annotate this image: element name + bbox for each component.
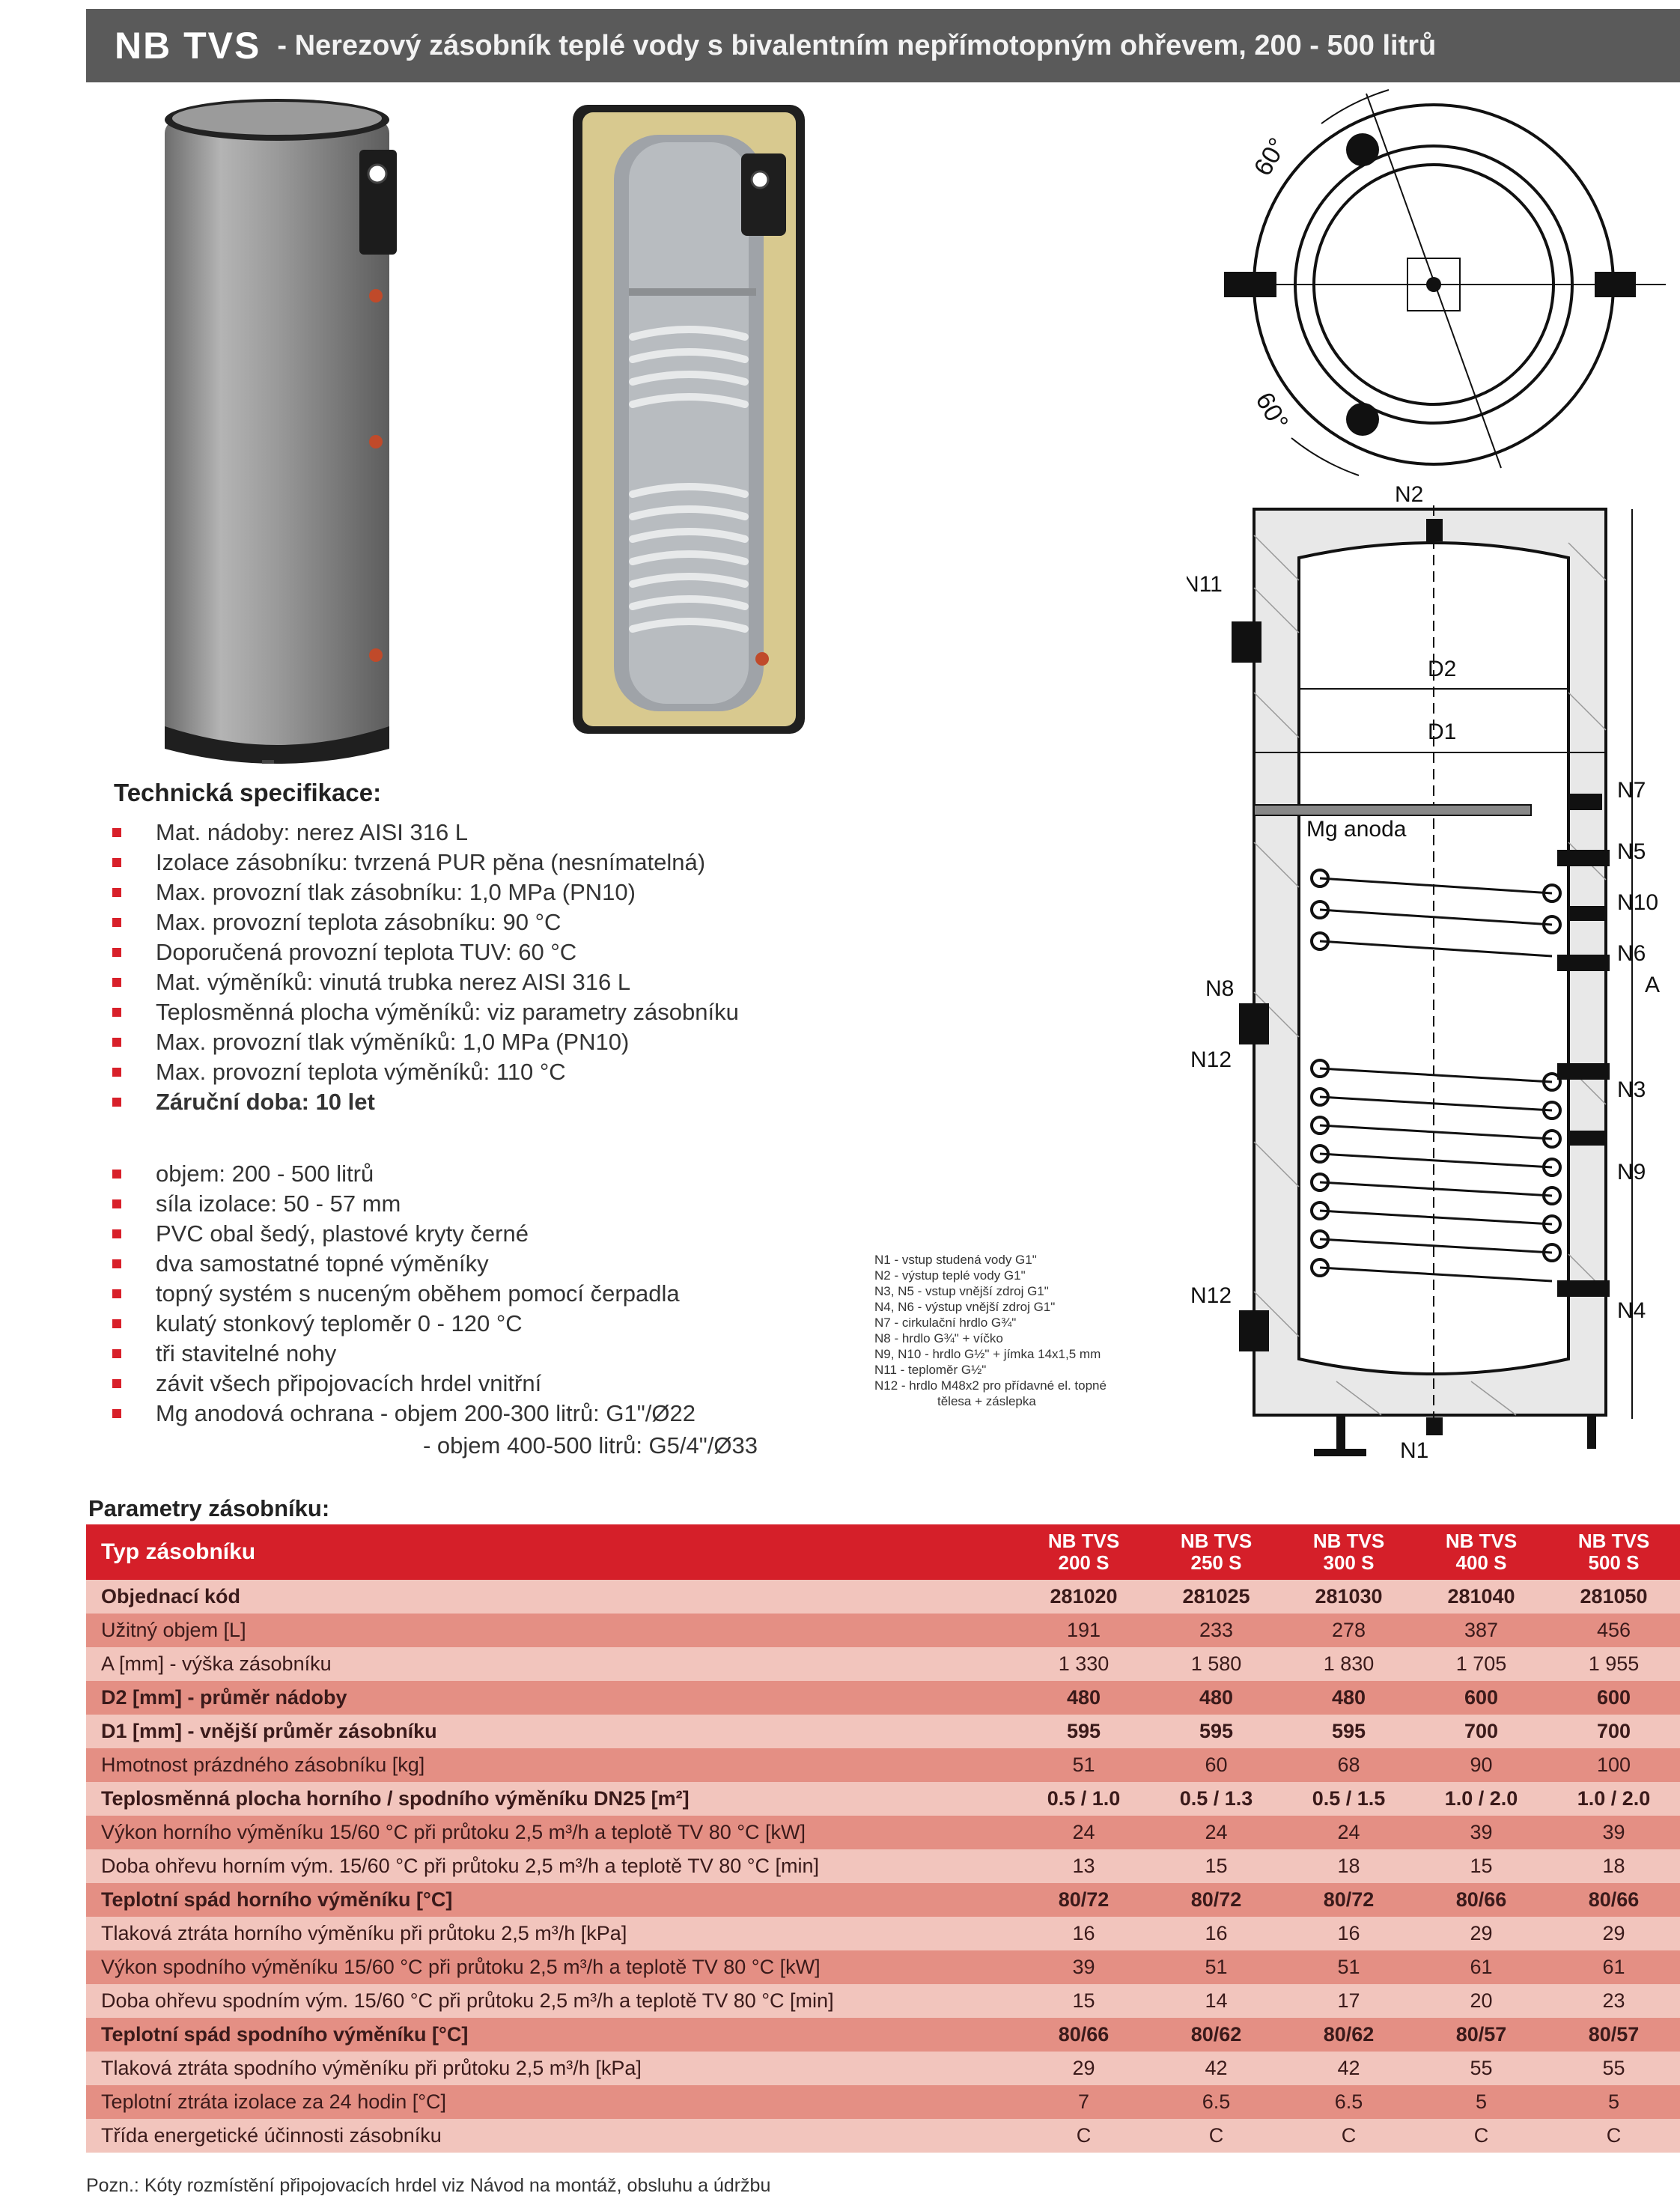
table-row	[86, 1681, 1680, 1715]
table-cell: 191	[1017, 1614, 1150, 1647]
angle-top-label: 60°	[1248, 133, 1293, 181]
row-label: Teplotní spád spodního výměníku [°C]	[86, 2018, 1017, 2052]
table-cell: 39	[1547, 1816, 1680, 1849]
params-body	[86, 1580, 1680, 2153]
row-label: D2 [mm] - průměr nádoby	[86, 1681, 1017, 1715]
table-cell: 90	[1415, 1748, 1547, 1782]
row-label: D1 [mm] - vnější průměr zásobníku	[86, 1715, 1017, 1748]
angle-bottom-label: 60°	[1250, 387, 1294, 436]
table-cell: 281025	[1150, 1580, 1282, 1614]
table-cell: 80/66	[1017, 2018, 1150, 2052]
table-cell: 39	[1415, 1816, 1547, 1849]
table-cell: 39	[1017, 1950, 1150, 1984]
row-label: Teplosměnná plocha horního / spodního výměníku DN25 [m²]	[86, 1782, 1017, 1816]
table-cell: 281040	[1415, 1580, 1547, 1614]
table-cell: 600	[1547, 1681, 1680, 1715]
product-subtitle: - Nerezový zásobník teplé vody s bivalentním nepřímotopným ohřevem, 200 - 500 litrů	[277, 29, 1437, 61]
legend-item: N8 - hrdlo G¾" + víčko	[874, 1331, 1003, 1345]
label-n2: N2	[1395, 482, 1424, 507]
label-n8: N8	[1205, 976, 1235, 1001]
bullet-square-icon	[112, 1319, 121, 1328]
table-row	[86, 1748, 1680, 1782]
table-cell: 480	[1282, 1681, 1415, 1715]
table-cell: 80/57	[1547, 2018, 1680, 2052]
label-n3: N3	[1617, 1077, 1646, 1102]
row-label: Třída energetické účinnosti zásobníku	[86, 2119, 1017, 2153]
row-label: Doba ohřevu spodním vým. 15/60 °C při průtoku 2,5 m³/h a teplotě TV 80 °C [min]	[86, 1984, 1017, 2018]
bullet-square-icon	[112, 1098, 121, 1107]
table-cell: 700	[1547, 1715, 1680, 1748]
table-cell: 1 580	[1150, 1647, 1282, 1681]
list-item: dva samostatné topné výměníky	[112, 1249, 696, 1279]
table-cell: 23	[1547, 1984, 1680, 2018]
table-cell: 281050	[1547, 1580, 1680, 1614]
list-item: kulatý stonkový teploměr 0 - 120 °C	[112, 1309, 696, 1339]
legend-item: tělesa + záslepka	[937, 1394, 1036, 1408]
row-label: Tlaková ztráta horního výměníku při průtoku 2,5 m³/h [kPa]	[86, 1917, 1017, 1950]
list-item: závit všech připojovacích hrdel vnitřní	[112, 1369, 696, 1399]
table-cell: 700	[1415, 1715, 1547, 1748]
bullet-square-icon	[112, 1409, 121, 1418]
table-cell: 15	[1017, 1984, 1150, 2018]
list-item: tři stavitelné nohy	[112, 1339, 696, 1369]
table-cell: 80/62	[1282, 2018, 1415, 2052]
table-row	[86, 1715, 1680, 1748]
connection-legend	[874, 1252, 1107, 1409]
product-code: NB TVS	[115, 25, 261, 67]
bullet-square-icon	[112, 1068, 121, 1077]
table-cell: 5	[1547, 2085, 1680, 2119]
technical-drawing	[1187, 19, 1680, 1482]
params-title: Parametry zásobníku:	[88, 1495, 330, 1521]
bullet-square-icon	[112, 948, 121, 957]
table-cell: 80/72	[1282, 1883, 1415, 1917]
table-cell: 387	[1415, 1614, 1547, 1647]
legend-item: N9, N10 - hrdlo G½" + jímka 14x1,5 mm	[874, 1347, 1101, 1361]
list-item: PVC obal šedý, plastové kryty černé	[112, 1219, 696, 1249]
bullet-square-icon	[112, 1199, 121, 1208]
label-n1: N1	[1400, 1438, 1429, 1463]
table-cell: 17	[1282, 1984, 1415, 2018]
label-anode: Mg anoda	[1306, 817, 1407, 842]
list-item: Max. provozní teplota výměníků: 110 °C	[112, 1057, 739, 1087]
legend-item: N2 - výstup teplé vody G1"	[874, 1268, 1026, 1283]
table-cell: 42	[1282, 2052, 1415, 2085]
table-row	[86, 1782, 1680, 1816]
table-cell: 600	[1415, 1681, 1547, 1715]
list-item: Záruční doba: 10 let	[112, 1087, 739, 1117]
bullet-square-icon	[112, 828, 121, 837]
table-cell: 1 830	[1282, 1647, 1415, 1681]
label-n12-upper: N12	[1190, 1047, 1232, 1072]
table-cell: C	[1150, 2119, 1282, 2153]
table-cell: 0.5 / 1.5	[1282, 1782, 1415, 1816]
table-row	[86, 2018, 1680, 2052]
list-item: Izolace zásobníku: tvrzená PUR pěna (nesnímatelná)	[112, 848, 739, 878]
table-cell: 24	[1150, 1816, 1282, 1849]
table-cell: 15	[1415, 1849, 1547, 1883]
table-cell: 1.0 / 2.0	[1547, 1782, 1680, 1816]
table-cell: 1 330	[1017, 1647, 1150, 1681]
table-row	[86, 1580, 1680, 1614]
table-row	[86, 1614, 1680, 1647]
label-n4: N4	[1617, 1298, 1646, 1323]
legend-item: N11 - teploměr G½"	[874, 1363, 987, 1377]
table-cell: 29	[1415, 1917, 1547, 1950]
table-header-row	[86, 1524, 1680, 1580]
table-cell: 281020	[1017, 1580, 1150, 1614]
table-cell: 24	[1282, 1816, 1415, 1849]
table-cell: 42	[1150, 2052, 1282, 2085]
label-n9: N9	[1617, 1160, 1646, 1184]
table-row	[86, 1647, 1680, 1681]
table-cell: 13	[1017, 1849, 1150, 1883]
table-cell: 281030	[1282, 1580, 1415, 1614]
table-cell: 55	[1547, 2052, 1680, 2085]
legend-item: N4, N6 - výstup vnější zdroj G1"	[874, 1300, 1056, 1314]
table-cell: 18	[1547, 1849, 1680, 1883]
label-d1: D1	[1428, 720, 1457, 744]
table-cell: 595	[1282, 1715, 1415, 1748]
table-row	[86, 1883, 1680, 1917]
table-cell: 80/72	[1017, 1883, 1150, 1917]
table-cell: 100	[1547, 1748, 1680, 1782]
bullet-square-icon	[112, 1349, 121, 1358]
table-cell: 18	[1282, 1849, 1415, 1883]
bullet-square-icon	[112, 978, 121, 987]
table-cell: 24	[1017, 1816, 1150, 1849]
column-header: NB TVS 400 S	[1415, 1524, 1547, 1580]
row-label: Teplotní ztráta izolace za 24 hodin [°C]	[86, 2085, 1017, 2119]
legend-item: N7 - cirkulační hrdlo G¾"	[874, 1316, 1017, 1330]
table-cell: 6.5	[1282, 2085, 1415, 2119]
table-cell: 278	[1282, 1614, 1415, 1647]
table-cell: 1.0 / 2.0	[1415, 1782, 1547, 1816]
table-cell: 1 705	[1415, 1647, 1547, 1681]
spec-title: Technická specifikace:	[114, 779, 382, 806]
feature-list	[112, 1159, 696, 1429]
list-item: Mat. nádoby: nerez AISI 316 L	[112, 818, 739, 848]
row-label: Teplotní spád horního výměníku [°C]	[86, 1883, 1017, 1917]
table-cell: C	[1547, 2119, 1680, 2153]
tank-exterior-image	[157, 90, 427, 764]
list-item: síla izolace: 50 - 57 mm	[112, 1189, 696, 1219]
table-row	[86, 1950, 1680, 1984]
table-row	[86, 1917, 1680, 1950]
list-item: topný systém s nuceným oběhem pomocí čerpadla	[112, 1279, 696, 1309]
table-note: Pozn.: Kóty rozmístění připojovacích hrdel viz Návod na montáž, obsluhu a údržbu	[86, 2175, 771, 2196]
list-item: Mat. výměníků: vinutá trubka nerez AISI 316 L	[112, 967, 739, 997]
row-label: Výkon spodního výměníku 15/60 °C při průtoku 2,5 m³/h a teplotě TV 80 °C [kW]	[86, 1950, 1017, 1984]
table-cell: 595	[1150, 1715, 1282, 1748]
table-cell: 480	[1017, 1681, 1150, 1715]
list-item: Max. provozní tlak výměníků: 1,0 MPa (PN10)	[112, 1027, 739, 1057]
table-cell: 456	[1547, 1614, 1680, 1647]
column-header: NB TVS 500 S	[1547, 1524, 1680, 1580]
bullet-square-icon	[112, 1259, 121, 1268]
table-cell: 6.5	[1150, 2085, 1282, 2119]
table-cell: 80/66	[1547, 1883, 1680, 1917]
bullet-square-icon	[112, 1008, 121, 1017]
table-cell: 16	[1017, 1917, 1150, 1950]
row-label: A [mm] - výška zásobníku	[86, 1647, 1017, 1681]
legend-item: N12 - hrdlo M48x2 pro přídavné el. topné	[874, 1378, 1107, 1393]
table-cell: C	[1282, 2119, 1415, 2153]
row-label: Užitný objem [L]	[86, 1614, 1017, 1647]
table-cell: 51	[1017, 1748, 1150, 1782]
table-cell: 60	[1150, 1748, 1282, 1782]
table-cell: C	[1017, 2119, 1150, 2153]
table-cell: 5	[1415, 2085, 1547, 2119]
table-cell: 55	[1415, 2052, 1547, 2085]
row-label: Doba ohřevu horním vým. 15/60 °C při průtoku 2,5 m³/h a teplotě TV 80 °C [min]	[86, 1849, 1017, 1883]
column-header: NB TVS 250 S	[1150, 1524, 1282, 1580]
bullet-square-icon	[112, 1170, 121, 1179]
table-cell: 16	[1282, 1917, 1415, 1950]
column-header: NB TVS 200 S	[1017, 1524, 1150, 1580]
label-n11: N11	[1187, 572, 1223, 597]
bullet-square-icon	[112, 888, 121, 897]
table-cell: 29	[1017, 2052, 1150, 2085]
table-cell: 61	[1547, 1950, 1680, 1984]
legend-item: N1 - vstup studená vody G1"	[874, 1253, 1037, 1267]
legend-item: N3, N5 - vstup vnější zdroj G1"	[874, 1284, 1049, 1298]
table-cell: 14	[1150, 1984, 1282, 2018]
table-cell: 68	[1282, 1748, 1415, 1782]
bullet-square-icon	[112, 1038, 121, 1047]
label-n6: N6	[1617, 941, 1646, 966]
table-cell: 80/66	[1415, 1883, 1547, 1917]
column-header: Typ zásobníku	[86, 1524, 1017, 1580]
bullet-square-icon	[112, 1229, 121, 1238]
params-table	[86, 1524, 1680, 2153]
list-item: objem: 200 - 500 litrů	[112, 1159, 696, 1189]
list-item: Max. provozní teplota zásobníku: 90 °C	[112, 907, 739, 937]
table-row	[86, 2119, 1680, 2153]
table-cell: 16	[1150, 1917, 1282, 1950]
bullet-square-icon	[112, 1379, 121, 1388]
table-cell: 61	[1415, 1950, 1547, 1984]
table-cell: 1 955	[1547, 1647, 1680, 1681]
list-item: Teplosměnná plocha výměníků: viz parametry zásobníku	[112, 997, 739, 1027]
label-n12-lower: N12	[1190, 1283, 1232, 1308]
table-cell: 51	[1150, 1950, 1282, 1984]
feature-continuation: - objem 400-500 litrů: G5/4"/Ø33	[423, 1432, 758, 1459]
table-cell: 0.5 / 1.3	[1150, 1782, 1282, 1816]
table-cell: 595	[1017, 1715, 1150, 1748]
tank-cutaway-image	[569, 90, 816, 749]
table-row	[86, 2052, 1680, 2085]
table-row	[86, 1816, 1680, 1849]
list-item: Max. provozní tlak zásobníku: 1,0 MPa (PN10)	[112, 878, 739, 907]
label-d2: D2	[1428, 657, 1457, 681]
row-label: Tlaková ztráta spodního výměníku při průtoku 2,5 m³/h [kPa]	[86, 2052, 1017, 2085]
list-item: Doporučená provozní teplota TUV: 60 °C	[112, 937, 739, 967]
bullet-square-icon	[112, 918, 121, 927]
row-label: Výkon horního výměníku 15/60 °C při průtoku 2,5 m³/h a teplotě TV 80 °C [kW]	[86, 1816, 1017, 1849]
table-cell: 480	[1150, 1681, 1282, 1715]
row-label: Hmotnost prázdného zásobníku [kg]	[86, 1748, 1017, 1782]
table-cell: 80/62	[1150, 2018, 1282, 2052]
table-cell: 15	[1150, 1849, 1282, 1883]
table-row	[86, 1984, 1680, 2018]
table-row	[86, 2085, 1680, 2119]
label-n7: N7	[1617, 778, 1646, 803]
table-cell: 29	[1547, 1917, 1680, 1950]
table-cell: 7	[1017, 2085, 1150, 2119]
bullet-square-icon	[112, 858, 121, 867]
row-label: Objednací kód	[86, 1580, 1017, 1614]
table-cell: 80/57	[1415, 2018, 1547, 2052]
table-cell: 51	[1282, 1950, 1415, 1984]
label-n10: N10	[1617, 890, 1659, 915]
label-a: A	[1645, 973, 1661, 997]
list-item: Mg anodová ochrana - objem 200-300 litrů: G1"/Ø22	[112, 1399, 696, 1429]
column-header: NB TVS 300 S	[1282, 1524, 1415, 1580]
spec-list	[112, 818, 739, 1117]
label-n5: N5	[1617, 839, 1646, 864]
table-cell: 20	[1415, 1984, 1547, 2018]
table-cell: 80/72	[1150, 1883, 1282, 1917]
table-cell: 233	[1150, 1614, 1282, 1647]
table-cell: 0.5 / 1.0	[1017, 1782, 1150, 1816]
bullet-square-icon	[112, 1289, 121, 1298]
table-row	[86, 1849, 1680, 1883]
table-cell: C	[1415, 2119, 1547, 2153]
